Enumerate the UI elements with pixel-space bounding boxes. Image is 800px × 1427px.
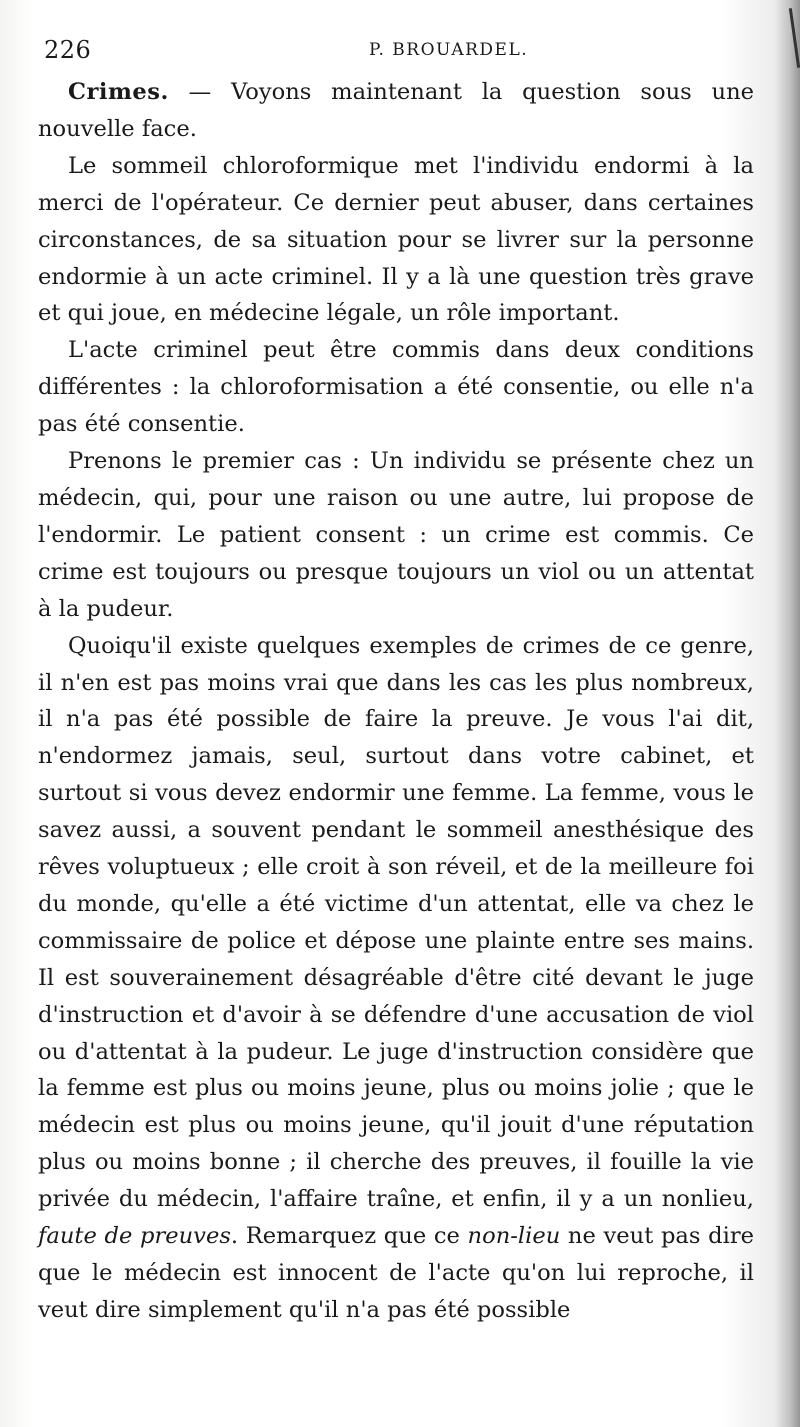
page-header [44, 36, 754, 66]
paragraph-text: Prenons le premier cas [68, 448, 342, 475]
paragraph-text: — Voyons maintenant la question sous une nouvelle face. [38, 79, 754, 142]
paragraph-text: Quoiqu'il existe quelques exemples de crimes de ce genre, il n'en est pas moins vrai que dans les cas les plus nombreux, il n'a pas été possible de faire la preuve. Je vous l'ai dit, n'endormez jamais, seul, surtout dans votre cabinet, et surtout si vous devez endormir une femme. La femme, vous le savez aussi, a souvent pendant le sommeil anesthésique des rêves voluptueux ; elle croit à son réveil, et de la meilleure foi du monde, qu'elle a été victime d'un attentat, elle va chez le commissaire de police et dépose une plainte entre ses mains. Il est souverainement désagréable d'être cité devant le juge d'instruction et d'avoir à se défendre d'une accusation de viol ou d'attentat à la pudeur. Le juge d'instruction considère que la femme est plus ou moins jeune, plus ou moins jolie ; que le médecin est plus ou moins jeune, qu'il jouit d'une réputation plus ou moins bonne ; il cherche des preuves, il fouille la vie privée du médecin, l'affaire traîne, et enfin, il y a un nonlieu, [38, 632, 754, 1213]
italic-phrase: faute de preuves [38, 1223, 231, 1250]
paragraph-text: : Un individu se présente chez un médecin, qui, pour une raison ou une autre, lui propose de l'endormir. Le patient consent : un crime est commis. Ce crime est toujours ou presque toujours un viol ou un attentat à la pudeur. [38, 448, 754, 622]
paragraph-sommeil: Le sommeil chloroformique met l'individu endormi à la merci de l'opérateur. Ce dernier peut abuser, dans certaines circonstances, de sa situation pour se livrer sur la personne endormie à un acte criminel. Il y a là une question très grave et qui joue, en médecine légale, un rôle important. [38, 152, 754, 327]
paragraph-text: ne veut pas dire que le médecin est innocent de l'acte qu'on lui reproche, il veut dire simplement qu'il n'a pas été possible [38, 1223, 755, 1323]
italic-phrase: non-lieu [467, 1223, 561, 1250]
paragraph-premier-cas [38, 443, 754, 628]
paragraph-text: . Remarquez que ce [230, 1223, 468, 1250]
paragraph-quoiquil [38, 628, 754, 1329]
page-edge-shadow [774, 0, 800, 1427]
paragraph-acte-criminel: L'acte criminel peut être commis dans deux conditions différentes : la chloroformisation a été consentie, ou elle n'a pas été consentie. [38, 337, 754, 438]
body-text [38, 74, 754, 1329]
paragraph-crimes [38, 74, 754, 148]
section-heading: Crimes. [68, 79, 169, 105]
page-number: 226 [44, 36, 92, 64]
running-head: P. BROUARDEL. [369, 40, 529, 60]
